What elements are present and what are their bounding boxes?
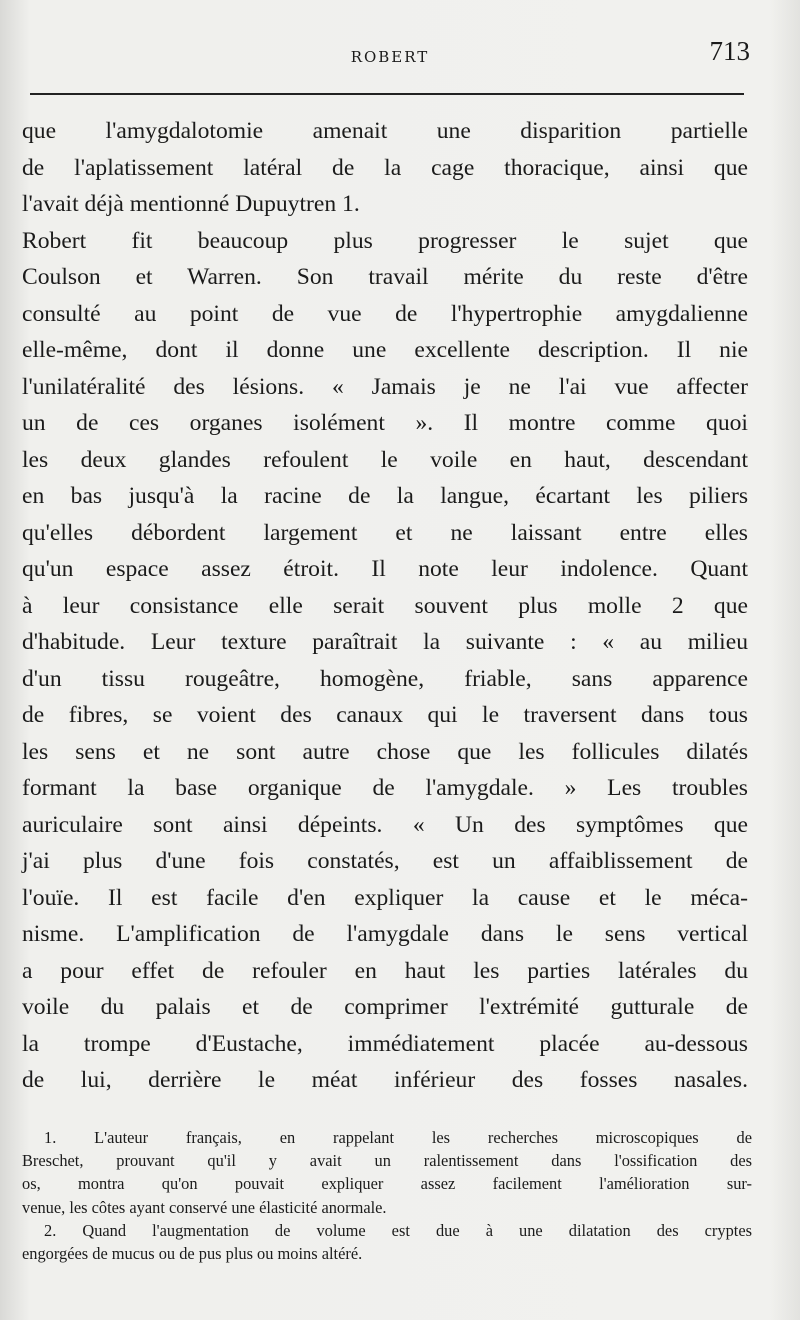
body-line: auriculaire sont ainsi dépeints. « Un des symptômes que: [22, 811, 748, 838]
body-line: l'ouïe. Il est facile d'en expliquer la cause et le méca-: [22, 884, 748, 911]
body-line: d'un tissu rougeâtre, homogène, friable, sans apparence: [22, 665, 748, 692]
body-line: d'habitude. Leur texture paraîtrait la suivante : « au milieu: [22, 629, 748, 655]
footnote-line: 2. Quand l'augmentation de volume est due à une dilatation des cryptes: [44, 1220, 752, 1240]
body-line: qu'elles débordent largement et ne laissant entre elles: [22, 519, 748, 546]
body-line: que l'amygdalotomie amenait une disparition partielle: [22, 118, 748, 144]
body-line: la trompe d'Eustache, immédiatement placée au-dessous: [22, 1030, 748, 1057]
body-line: de lui, derrière le méat inférieur des fosses nasales.: [22, 1067, 748, 1093]
footnote-line: Breschet, prouvant qu'il y avait un ralentissement dans l'ossification des: [22, 1151, 752, 1171]
body-line: les deux glandes refoulent le voile en haut, descendant: [22, 446, 748, 473]
body-line: les sens et ne sont autre chose que les follicules dilatés: [22, 738, 748, 765]
body-line: elle-même, dont il donne une excellente description. Il nie: [22, 337, 748, 363]
body-line: Coulson et Warren. Son travail mérite du reste d'être: [22, 264, 748, 290]
body-line: voile du palais et de comprimer l'extrémité gutturale de: [22, 994, 748, 1020]
body-line: a pour effet de refouler en haut les parties latérales du: [22, 957, 748, 984]
running-title: ROBERT: [350, 48, 430, 66]
footnote-line: venue, les côtes ayant conservé une élasticité anormale.: [22, 1197, 387, 1217]
body-line: qu'un espace assez étroit. Il note leur indolence. Quant: [22, 556, 748, 582]
footnote-line: 1. L'auteur français, en rappelant les recherches microscopiques de: [44, 1128, 752, 1147]
body-line: en bas jusqu'à la racine de la langue, écartant les piliers: [22, 483, 748, 509]
running-head: [30, 36, 750, 80]
body-line: formant la base organique de l'amygdale. » Les troubles: [22, 775, 748, 801]
body-line: consulté au point de vue de l'hypertrophie amygdalienne: [22, 300, 748, 327]
body-line: j'ai plus d'une fois constatés, est un affaiblissement de: [22, 848, 748, 874]
body-line: nisme. L'amplification de l'amygdale dans le sens vertical: [22, 921, 748, 947]
body-line: de l'aplatissement latéral de la cage thoracique, ainsi que: [22, 154, 748, 181]
footnotes: [22, 1126, 752, 1265]
body-line: à leur consistance elle serait souvent plus molle 2 que: [22, 592, 748, 619]
body-line: Robert fit beaucoup plus progresser le sujet que: [22, 227, 748, 254]
footnote-line: engorgées de mucus ou de pus plus ou moins altéré.: [22, 1243, 363, 1263]
body-text: [22, 113, 748, 1099]
body-line: l'avait déjà mentionné Dupuytren 1.: [22, 191, 360, 217]
body-line: de fibres, se voient des canaux qui le traversent dans tous: [22, 702, 748, 728]
body-line: l'unilatéralité des lésions. « Jamais je ne l'ai vue affecter: [22, 373, 748, 400]
footnote-line: os, montra qu'on pouvait expliquer assez facilement l'amélioration sur-: [22, 1174, 752, 1194]
page-number: 713: [709, 36, 750, 66]
body-line: un de ces organes isolément ». Il montre comme quoi: [22, 410, 748, 436]
header-rule: [30, 93, 744, 95]
